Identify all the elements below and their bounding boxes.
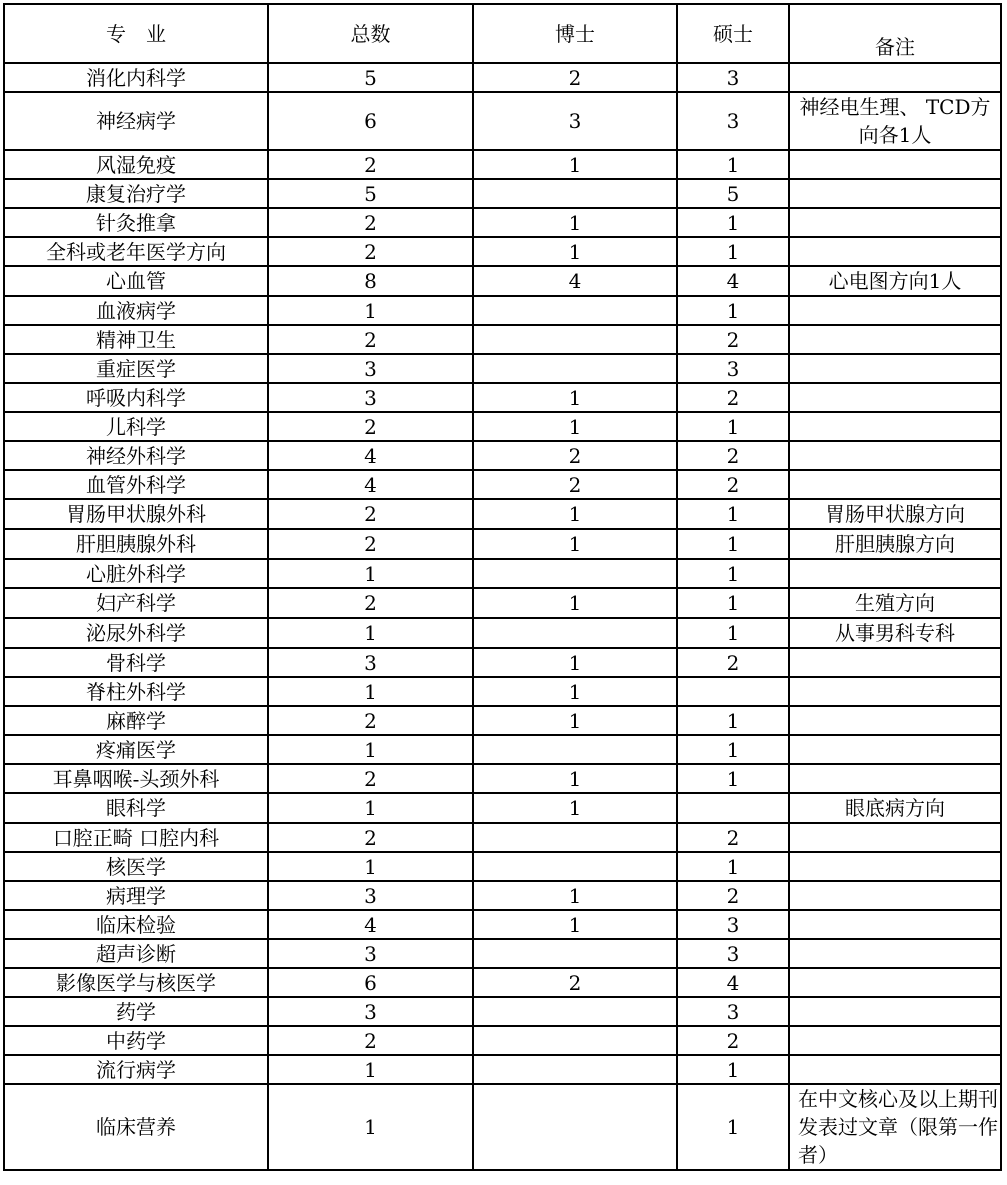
total-cell: 2 bbox=[268, 150, 473, 179]
phd-cell: 1 bbox=[473, 793, 677, 823]
note-cell: 胃肠甲状腺方向 bbox=[789, 499, 1001, 529]
phd-cell: 1 bbox=[473, 529, 677, 559]
note-cell bbox=[789, 677, 1001, 706]
master-cell: 1 bbox=[677, 1055, 789, 1084]
total-cell: 1 bbox=[268, 1055, 473, 1084]
note-cell bbox=[789, 823, 1001, 852]
total-cell: 5 bbox=[268, 63, 473, 92]
major-cell: 临床营养 bbox=[4, 1084, 268, 1170]
master-cell: 3 bbox=[677, 63, 789, 92]
total-cell: 1 bbox=[268, 735, 473, 764]
major-cell: 耳鼻咽喉-头颈外科 bbox=[4, 764, 268, 793]
major-cell: 针灸推拿 bbox=[4, 208, 268, 237]
master-cell: 3 bbox=[677, 354, 789, 383]
header-master: 硕士 bbox=[677, 4, 789, 63]
table-row bbox=[4, 852, 1001, 881]
master-cell bbox=[677, 793, 789, 823]
master-cell: 2 bbox=[677, 325, 789, 354]
master-cell: 4 bbox=[677, 968, 789, 997]
phd-cell: 1 bbox=[473, 383, 677, 412]
note-cell bbox=[789, 910, 1001, 939]
major-cell: 超声诊断 bbox=[4, 939, 268, 968]
table-row bbox=[4, 383, 1001, 412]
table-row bbox=[4, 881, 1001, 910]
phd-cell bbox=[473, 997, 677, 1026]
master-cell: 1 bbox=[677, 706, 789, 735]
total-cell: 1 bbox=[268, 852, 473, 881]
note-cell: 生殖方向 bbox=[789, 588, 1001, 618]
note-cell bbox=[789, 470, 1001, 499]
master-cell: 4 bbox=[677, 266, 789, 296]
note-cell: 神经电生理、 TCD方向各1人 bbox=[789, 92, 1001, 150]
note-cell bbox=[789, 764, 1001, 793]
major-cell: 重症医学 bbox=[4, 354, 268, 383]
header-note: 备注 bbox=[789, 4, 1001, 63]
total-cell: 2 bbox=[268, 499, 473, 529]
note-cell bbox=[789, 63, 1001, 92]
table-row bbox=[4, 910, 1001, 939]
table-row bbox=[4, 968, 1001, 997]
note-cell bbox=[789, 296, 1001, 325]
table-row bbox=[4, 764, 1001, 793]
master-cell: 2 bbox=[677, 648, 789, 677]
master-cell: 1 bbox=[677, 296, 789, 325]
table-row bbox=[4, 1084, 1001, 1170]
table-row bbox=[4, 677, 1001, 706]
phd-cell bbox=[473, 823, 677, 852]
phd-cell bbox=[473, 1055, 677, 1084]
phd-cell: 1 bbox=[473, 764, 677, 793]
table-row bbox=[4, 997, 1001, 1026]
total-cell: 2 bbox=[268, 706, 473, 735]
major-cell: 血管外科学 bbox=[4, 470, 268, 499]
master-cell: 3 bbox=[677, 997, 789, 1026]
major-cell: 肝胆胰腺外科 bbox=[4, 529, 268, 559]
major-cell: 消化内科学 bbox=[4, 63, 268, 92]
table-row bbox=[4, 588, 1001, 618]
master-cell: 3 bbox=[677, 910, 789, 939]
note-cell bbox=[789, 325, 1001, 354]
master-cell: 2 bbox=[677, 383, 789, 412]
total-cell: 2 bbox=[268, 529, 473, 559]
total-cell: 3 bbox=[268, 939, 473, 968]
table-row bbox=[4, 1055, 1001, 1084]
phd-cell bbox=[473, 325, 677, 354]
phd-cell bbox=[473, 354, 677, 383]
total-cell: 3 bbox=[268, 383, 473, 412]
note-cell bbox=[789, 383, 1001, 412]
table-row bbox=[4, 793, 1001, 823]
header-total: 总数 bbox=[268, 4, 473, 63]
table-row bbox=[4, 354, 1001, 383]
table-row bbox=[4, 179, 1001, 208]
major-cell: 临床检验 bbox=[4, 910, 268, 939]
master-cell: 2 bbox=[677, 823, 789, 852]
major-cell: 麻醉学 bbox=[4, 706, 268, 735]
phd-cell: 1 bbox=[473, 499, 677, 529]
table-row bbox=[4, 92, 1001, 150]
phd-cell: 2 bbox=[473, 63, 677, 92]
header-major: 专 业 bbox=[4, 4, 268, 63]
table-row bbox=[4, 735, 1001, 764]
master-cell: 2 bbox=[677, 470, 789, 499]
total-cell: 1 bbox=[268, 296, 473, 325]
note-cell: 心电图方向1人 bbox=[789, 266, 1001, 296]
total-cell: 2 bbox=[268, 325, 473, 354]
master-cell: 2 bbox=[677, 881, 789, 910]
total-cell: 2 bbox=[268, 412, 473, 441]
phd-cell: 2 bbox=[473, 441, 677, 470]
master-cell: 1 bbox=[677, 529, 789, 559]
total-cell: 5 bbox=[268, 179, 473, 208]
major-cell: 影像医学与核医学 bbox=[4, 968, 268, 997]
major-cell: 神经病学 bbox=[4, 92, 268, 150]
note-cell bbox=[789, 150, 1001, 179]
table-row bbox=[4, 266, 1001, 296]
major-cell: 泌尿外科学 bbox=[4, 618, 268, 648]
major-cell: 药学 bbox=[4, 997, 268, 1026]
master-cell: 1 bbox=[677, 618, 789, 648]
major-cell: 病理学 bbox=[4, 881, 268, 910]
master-cell bbox=[677, 677, 789, 706]
phd-cell: 1 bbox=[473, 881, 677, 910]
table-row bbox=[4, 470, 1001, 499]
note-cell bbox=[789, 939, 1001, 968]
note-cell: 从事男科专科 bbox=[789, 618, 1001, 648]
master-cell: 1 bbox=[677, 559, 789, 588]
note-cell bbox=[789, 881, 1001, 910]
table-row bbox=[4, 939, 1001, 968]
note-cell bbox=[789, 354, 1001, 383]
note-cell bbox=[789, 997, 1001, 1026]
note-cell bbox=[789, 1026, 1001, 1055]
phd-cell: 1 bbox=[473, 237, 677, 266]
table-row bbox=[4, 1026, 1001, 1055]
major-cell: 妇产科学 bbox=[4, 588, 268, 618]
phd-cell: 1 bbox=[473, 208, 677, 237]
phd-cell bbox=[473, 296, 677, 325]
table-row bbox=[4, 823, 1001, 852]
major-cell: 中药学 bbox=[4, 1026, 268, 1055]
header-phd: 博士 bbox=[473, 4, 677, 63]
total-cell: 2 bbox=[268, 823, 473, 852]
phd-cell: 3 bbox=[473, 92, 677, 150]
note-cell bbox=[789, 706, 1001, 735]
total-cell: 2 bbox=[268, 237, 473, 266]
major-cell: 心脏外科学 bbox=[4, 559, 268, 588]
phd-cell: 1 bbox=[473, 648, 677, 677]
table-row bbox=[4, 63, 1001, 92]
table-row bbox=[4, 150, 1001, 179]
major-cell: 核医学 bbox=[4, 852, 268, 881]
total-cell: 3 bbox=[268, 997, 473, 1026]
master-cell: 1 bbox=[677, 150, 789, 179]
major-cell: 疼痛医学 bbox=[4, 735, 268, 764]
master-cell: 1 bbox=[677, 237, 789, 266]
phd-cell: 1 bbox=[473, 150, 677, 179]
total-cell: 1 bbox=[268, 559, 473, 588]
note-cell bbox=[789, 648, 1001, 677]
note-cell bbox=[789, 441, 1001, 470]
phd-cell: 4 bbox=[473, 266, 677, 296]
master-cell: 3 bbox=[677, 939, 789, 968]
phd-cell: 1 bbox=[473, 588, 677, 618]
major-cell: 骨科学 bbox=[4, 648, 268, 677]
phd-cell bbox=[473, 179, 677, 208]
note-cell bbox=[789, 559, 1001, 588]
master-cell: 1 bbox=[677, 1084, 789, 1170]
phd-cell bbox=[473, 852, 677, 881]
table-row bbox=[4, 237, 1001, 266]
total-cell: 3 bbox=[268, 648, 473, 677]
note-cell bbox=[789, 208, 1001, 237]
phd-cell bbox=[473, 939, 677, 968]
total-cell: 6 bbox=[268, 92, 473, 150]
note-cell bbox=[789, 1055, 1001, 1084]
phd-cell bbox=[473, 735, 677, 764]
phd-cell: 2 bbox=[473, 470, 677, 499]
total-cell: 1 bbox=[268, 793, 473, 823]
table-row bbox=[4, 648, 1001, 677]
note-cell: 在中文核心及以上期刊发表过文章（限第一作者） bbox=[789, 1084, 1001, 1170]
major-cell: 眼科学 bbox=[4, 793, 268, 823]
total-cell: 8 bbox=[268, 266, 473, 296]
major-cell: 胃肠甲状腺外科 bbox=[4, 499, 268, 529]
master-cell: 2 bbox=[677, 1026, 789, 1055]
total-cell: 2 bbox=[268, 588, 473, 618]
major-cell: 神经外科学 bbox=[4, 441, 268, 470]
phd-cell: 1 bbox=[473, 677, 677, 706]
master-cell: 1 bbox=[677, 764, 789, 793]
table-row bbox=[4, 618, 1001, 648]
major-cell: 心血管 bbox=[4, 266, 268, 296]
note-cell bbox=[789, 735, 1001, 764]
table-row bbox=[4, 208, 1001, 237]
table-row bbox=[4, 441, 1001, 470]
major-cell: 脊柱外科学 bbox=[4, 677, 268, 706]
phd-cell bbox=[473, 1084, 677, 1170]
major-cell: 风湿免疫 bbox=[4, 150, 268, 179]
total-cell: 1 bbox=[268, 677, 473, 706]
table-row bbox=[4, 706, 1001, 735]
note-cell bbox=[789, 412, 1001, 441]
total-cell: 4 bbox=[268, 910, 473, 939]
total-cell: 3 bbox=[268, 354, 473, 383]
major-cell: 全科或老年医学方向 bbox=[4, 237, 268, 266]
note-cell: 眼底病方向 bbox=[789, 793, 1001, 823]
major-cell: 精神卫生 bbox=[4, 325, 268, 354]
major-cell: 康复治疗学 bbox=[4, 179, 268, 208]
total-cell: 2 bbox=[268, 208, 473, 237]
table-row bbox=[4, 559, 1001, 588]
note-cell bbox=[789, 237, 1001, 266]
total-cell: 6 bbox=[268, 968, 473, 997]
phd-cell: 1 bbox=[473, 910, 677, 939]
note-cell: 肝胆胰腺方向 bbox=[789, 529, 1001, 559]
table-row bbox=[4, 499, 1001, 529]
phd-cell: 1 bbox=[473, 706, 677, 735]
total-cell: 2 bbox=[268, 764, 473, 793]
note-cell bbox=[789, 852, 1001, 881]
table-body bbox=[4, 63, 1001, 1170]
total-cell: 1 bbox=[268, 618, 473, 648]
total-cell: 4 bbox=[268, 441, 473, 470]
master-cell: 1 bbox=[677, 412, 789, 441]
major-cell: 血液病学 bbox=[4, 296, 268, 325]
phd-cell: 1 bbox=[473, 412, 677, 441]
total-cell: 1 bbox=[268, 1084, 473, 1170]
table-row bbox=[4, 296, 1001, 325]
master-cell: 1 bbox=[677, 735, 789, 764]
master-cell: 3 bbox=[677, 92, 789, 150]
master-cell: 1 bbox=[677, 499, 789, 529]
phd-cell bbox=[473, 618, 677, 648]
major-cell: 呼吸内科学 bbox=[4, 383, 268, 412]
major-cell: 口腔正畸 口腔内科 bbox=[4, 823, 268, 852]
master-cell: 1 bbox=[677, 588, 789, 618]
phd-cell bbox=[473, 1026, 677, 1055]
header-row bbox=[4, 4, 1001, 63]
recruitment-table bbox=[3, 3, 1002, 1171]
master-cell: 5 bbox=[677, 179, 789, 208]
total-cell: 3 bbox=[268, 881, 473, 910]
phd-cell: 2 bbox=[473, 968, 677, 997]
phd-cell bbox=[473, 559, 677, 588]
table-row bbox=[4, 529, 1001, 559]
total-cell: 2 bbox=[268, 1026, 473, 1055]
master-cell: 2 bbox=[677, 441, 789, 470]
master-cell: 1 bbox=[677, 852, 789, 881]
major-cell: 流行病学 bbox=[4, 1055, 268, 1084]
master-cell: 1 bbox=[677, 208, 789, 237]
table-row bbox=[4, 325, 1001, 354]
table-row bbox=[4, 412, 1001, 441]
total-cell: 4 bbox=[268, 470, 473, 499]
major-cell: 儿科学 bbox=[4, 412, 268, 441]
note-cell bbox=[789, 968, 1001, 997]
note-cell bbox=[789, 179, 1001, 208]
